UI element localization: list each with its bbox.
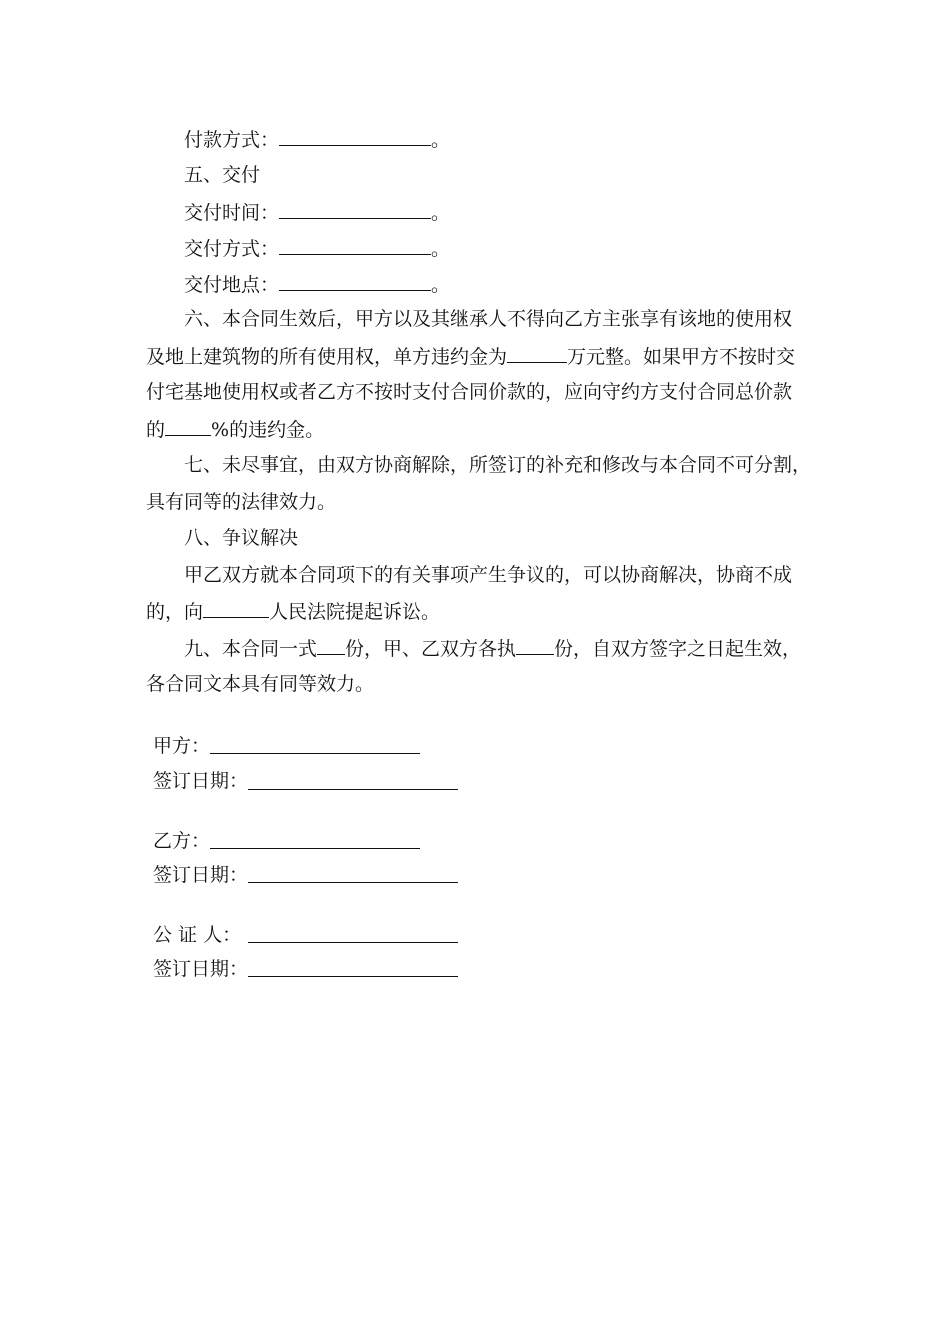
notary-signature-line[interactable]	[248, 942, 458, 943]
period: 。	[431, 238, 451, 260]
copies-each-blank[interactable]	[516, 637, 554, 655]
delivery-time-line	[184, 201, 826, 224]
court-name-blank[interactable]	[203, 600, 269, 618]
sign-date-line-a[interactable]	[248, 789, 458, 790]
clause-9-line-2: 各合同文本具有同等效力。	[146, 673, 375, 695]
delivery-method-blank[interactable]	[279, 237, 431, 255]
clause-6-line-3: 付宅基地使用权或者乙方不按时支付合同价款的，应向守约方支付合同总价款	[146, 381, 793, 403]
clause-6-text: 及地上建筑物的所有使用权，单方违约金为	[146, 346, 508, 368]
delivery-place-label: 交付地点：	[184, 274, 280, 296]
payment-method-label: 付款方式：	[184, 129, 280, 151]
sign-date-label-a: 签订日期：	[153, 770, 249, 792]
penalty-percent-blank[interactable]	[165, 418, 211, 436]
sign-date-label-notary: 签订日期：	[153, 958, 249, 980]
copies-total-blank[interactable]	[317, 637, 345, 655]
delivery-method-line	[184, 237, 826, 260]
clause-8-text: 的，向	[146, 601, 204, 623]
party-b-label: 乙方：	[153, 830, 211, 852]
clause-8-line-2	[146, 600, 826, 623]
delivery-place-line	[184, 273, 826, 296]
clause-6-line-2	[146, 345, 826, 368]
period: 。	[431, 202, 451, 224]
section-8-heading: 八、争议解决	[184, 527, 299, 549]
clause-8-text: 人民法院提起诉讼。	[269, 601, 441, 623]
party-a-signature-line[interactable]	[210, 753, 420, 754]
clause-7-line-1: 七、未尽事宜，由双方协商解除，所签订的补充和修改与本合同不可分割，	[184, 454, 812, 476]
delivery-time-label: 交付时间：	[184, 202, 280, 224]
payment-method-blank[interactable]	[279, 128, 431, 146]
clause-6-text: %的违约金。	[211, 419, 325, 441]
party-a-label: 甲方：	[153, 735, 211, 757]
delivery-method-label: 交付方式：	[184, 238, 280, 260]
clause-9-text: 份，自双方签字之日起生效，	[554, 638, 802, 660]
notary-label: 公 证 人：	[153, 924, 242, 946]
period: 。	[431, 129, 451, 151]
penalty-amount-blank[interactable]	[507, 345, 567, 363]
period: 。	[431, 274, 451, 296]
section-5-heading: 五、交付	[184, 164, 261, 186]
clause-6-text: 万元整。如果甲方不按时交	[567, 346, 796, 368]
clause-9-text: 份，甲、乙双方各执	[345, 638, 517, 660]
clause-6-text: 的	[146, 419, 166, 441]
delivery-place-blank[interactable]	[279, 273, 431, 291]
sign-date-line-b[interactable]	[248, 882, 458, 883]
party-b-signature-line[interactable]	[210, 848, 420, 849]
sign-date-line-notary[interactable]	[248, 976, 458, 977]
sign-date-label-b: 签订日期：	[153, 864, 249, 886]
delivery-time-blank[interactable]	[279, 201, 431, 219]
clause-6-line-1: 六、本合同生效后，甲方以及其继承人不得向乙方主张享有该地的使用权	[184, 308, 793, 330]
clause-9-text: 九、本合同一式	[184, 638, 318, 660]
clause-8-line-1: 甲乙双方就本合同项下的有关事项产生争议的，可以协商解决，协商不成	[184, 564, 793, 586]
payment-method-line	[184, 128, 826, 151]
clause-9-line-1	[184, 637, 826, 660]
clause-7-line-2: 具有同等的法律效力。	[146, 491, 337, 513]
clause-6-line-4	[146, 418, 826, 441]
